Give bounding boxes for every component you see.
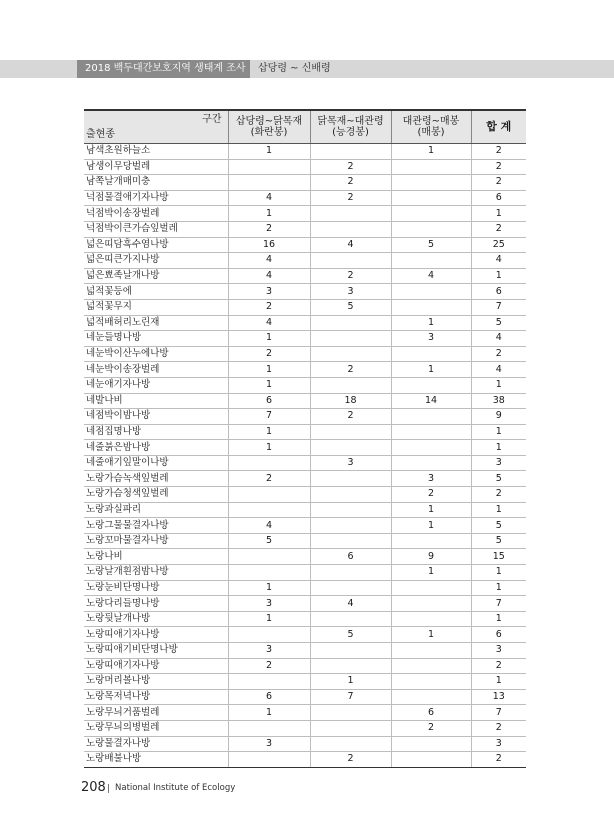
table-header-row [84,110,526,144]
total-cell: 9 [471,409,526,425]
species-name-cell: 넓은띠큰가지나방 [84,253,228,269]
count-cell-section1: 1 [228,611,310,627]
species-name-cell: 네눈박이산누에나방 [84,346,228,362]
species-name-cell: 네점집명나방 [84,424,228,440]
table-row [84,299,526,315]
total-cell: 2 [471,487,526,503]
count-cell-section3: 1 [391,565,471,581]
total-cell: 4 [471,331,526,347]
total-cell: 1 [471,580,526,596]
count-cell-section2: 2 [310,362,391,378]
table-row [84,674,526,690]
count-cell-section3: 1 [391,362,471,378]
total-cell: 1 [471,268,526,284]
count-cell-section3 [391,580,471,596]
total-cell: 1 [471,424,526,440]
count-cell-section3 [391,409,471,425]
count-cell-section2: 4 [310,596,391,612]
count-cell-section1: 7 [228,409,310,425]
total-cell: 2 [471,752,526,768]
species-name-cell: 네줄애기잎말이나방 [84,455,228,471]
count-cell-section2 [310,315,391,331]
species-name-cell: 네점박이밤나방 [84,409,228,425]
table-row [84,362,526,378]
column-header-1 [228,110,310,144]
count-cell-section3: 1 [391,502,471,518]
count-cell-section2: 1 [310,674,391,690]
count-cell-section2: 2 [310,409,391,425]
count-cell-section3 [391,175,471,191]
count-cell-section3: 3 [391,331,471,347]
count-cell-section2 [310,643,391,659]
species-name-cell: 남생이무당벌레 [84,159,228,175]
count-cell-section1: 2 [228,471,310,487]
table-row [84,284,526,300]
count-cell-section1: 16 [228,237,310,253]
species-name-cell: 넓적꽃등에 [84,284,228,300]
total-cell: 7 [471,299,526,315]
table-row [84,455,526,471]
count-cell-section1 [228,175,310,191]
footer-divider [108,784,109,793]
count-cell-section3: 4 [391,268,471,284]
count-cell-section3: 1 [391,315,471,331]
count-cell-section1: 4 [228,268,310,284]
count-cell-section3: 1 [391,144,471,160]
count-cell-section2 [310,518,391,534]
table-row [84,549,526,565]
table-row [84,253,526,269]
count-cell-section2 [310,658,391,674]
count-cell-section2 [310,533,391,549]
count-cell-section1 [228,565,310,581]
count-cell-section2 [310,565,391,581]
total-cell: 2 [471,658,526,674]
species-name-cell: 노랑나비 [84,549,228,565]
total-cell: 13 [471,689,526,705]
count-cell-section1: 3 [228,596,310,612]
table-row [84,377,526,393]
column-header-2-name: 닭목재~대관령 [317,116,384,127]
species-name-cell: 노랑배불나방 [84,752,228,768]
species-name-cell: 노랑띠애기비단명나방 [84,643,228,659]
report-title: 2018 백두대간보호지역 생태계 조사 [77,60,250,78]
count-cell-section3: 3 [391,471,471,487]
total-cell: 1 [471,611,526,627]
total-cell: 6 [471,284,526,300]
count-cell-section3 [391,533,471,549]
total-cell: 3 [471,455,526,471]
total-cell: 7 [471,705,526,721]
column-header-3 [391,110,471,144]
count-cell-section3 [391,253,471,269]
table-row [84,440,526,456]
count-cell-section3: 5 [391,237,471,253]
count-cell-section1 [228,487,310,503]
table-row [84,627,526,643]
total-cell: 2 [471,159,526,175]
count-cell-section1: 1 [228,424,310,440]
table-row [84,190,526,206]
count-cell-section2 [310,424,391,440]
total-cell: 15 [471,549,526,565]
species-name-cell: 네눈애기자나방 [84,377,228,393]
count-cell-section1: 2 [228,346,310,362]
species-name-cell: 넓은뾰족날개나방 [84,268,228,284]
count-cell-section3 [391,596,471,612]
count-cell-section2: 5 [310,299,391,315]
total-cell: 6 [471,627,526,643]
count-cell-section3 [391,284,471,300]
count-cell-section3: 2 [391,720,471,736]
total-cell: 5 [471,518,526,534]
count-cell-section1: 3 [228,736,310,752]
species-table [84,109,526,768]
count-cell-section2 [310,580,391,596]
table-body [84,144,526,768]
total-cell: 1 [471,440,526,456]
species-name-cell: 노랑머리볼나방 [84,674,228,690]
count-cell-section1: 1 [228,362,310,378]
count-cell-section1: 6 [228,393,310,409]
count-cell-section1 [228,720,310,736]
count-cell-section3 [391,611,471,627]
count-cell-section2 [310,487,391,503]
count-cell-section3 [391,674,471,690]
count-cell-section3 [391,658,471,674]
total-cell: 7 [471,596,526,612]
table-row [84,720,526,736]
count-cell-section2: 4 [310,237,391,253]
count-cell-section1: 1 [228,206,310,222]
table-row [84,237,526,253]
table-row [84,736,526,752]
table-row [84,471,526,487]
count-cell-section2: 3 [310,284,391,300]
table-row [84,409,526,425]
total-cell: 1 [471,565,526,581]
species-name-cell: 남색초원하늘소 [84,144,228,160]
count-cell-section2: 18 [310,393,391,409]
total-cell: 2 [471,175,526,191]
total-cell: 5 [471,471,526,487]
column-header-3-sub: (매봉) [417,127,445,138]
table-row [84,346,526,362]
table-row [84,658,526,674]
column-header-1-name: 삽당령~닭목재 [235,116,303,127]
total-cell: 3 [471,643,526,659]
count-cell-section3 [391,424,471,440]
count-cell-section2: 2 [310,190,391,206]
total-cell: 3 [471,736,526,752]
total-cell: 1 [471,206,526,222]
section-title: 삽당령 ~ 신배령 [258,63,331,74]
species-name-cell: 노랑물결자나방 [84,736,228,752]
count-cell-section1: 1 [228,440,310,456]
count-cell-section2 [310,502,391,518]
species-name-cell: 넓적꽃무지 [84,299,228,315]
species-name-cell: 넉점박이송장벌레 [84,206,228,222]
species-name-cell: 노랑다리들명나방 [84,596,228,612]
species-name-cell: 네발나비 [84,393,228,409]
species-name-cell: 노랑뒷날개나방 [84,611,228,627]
table-row [84,144,526,160]
count-cell-section1: 4 [228,190,310,206]
count-cell-section2: 3 [310,455,391,471]
count-cell-section3 [391,299,471,315]
count-cell-section1 [228,455,310,471]
count-cell-section1 [228,502,310,518]
table-row [84,221,526,237]
count-cell-section3 [391,377,471,393]
table-row [84,206,526,222]
count-cell-section3 [391,206,471,222]
count-cell-section1: 1 [228,377,310,393]
count-cell-section1: 5 [228,533,310,549]
column-header-3-name: 대관령~매봉 [402,116,460,127]
table-row [84,580,526,596]
species-name-cell: 노랑꼬마물결자나방 [84,533,228,549]
total-cell: 2 [471,346,526,362]
count-cell-section1: 4 [228,518,310,534]
total-cell: 5 [471,315,526,331]
count-cell-section3: 1 [391,627,471,643]
count-cell-section3 [391,643,471,659]
species-name-cell: 넉점박이큰가슴잎벌레 [84,221,228,237]
count-cell-section3: 14 [391,393,471,409]
count-cell-section3 [391,346,471,362]
count-cell-section1: 1 [228,331,310,347]
count-cell-section1 [228,627,310,643]
table-row [84,331,526,347]
species-name-cell: 네줄붉은밤나방 [84,440,228,456]
table-row [84,518,526,534]
count-cell-section3 [391,689,471,705]
count-cell-section3 [391,440,471,456]
table-row [84,596,526,612]
count-cell-section3: 6 [391,705,471,721]
column-header-total [471,110,526,144]
species-name-cell: 노랑무늬거품벌레 [84,705,228,721]
count-cell-section3 [391,159,471,175]
table-row [84,611,526,627]
species-name-cell: 남쪽날개매미충 [84,175,228,191]
species-name-cell: 넓적배허리노린재 [84,315,228,331]
total-cell: 2 [471,221,526,237]
count-cell-section2: 2 [310,175,391,191]
count-cell-section2: 7 [310,689,391,705]
table-row [84,315,526,331]
species-name-cell: 노랑목저녁나방 [84,689,228,705]
column-header-2-sub: (능경봉) [332,127,369,138]
corner-species-label: 출현종 [86,129,115,140]
count-cell-section2 [310,736,391,752]
count-cell-section2: 6 [310,549,391,565]
species-name-cell: 노랑가슴녹색잎벌레 [84,471,228,487]
count-cell-section2 [310,440,391,456]
count-cell-section2 [310,144,391,160]
total-cell: 38 [471,393,526,409]
count-cell-section1 [228,752,310,768]
count-cell-section1: 1 [228,144,310,160]
total-cell: 5 [471,533,526,549]
table-row [84,705,526,721]
count-cell-section3 [391,190,471,206]
count-cell-section1: 1 [228,705,310,721]
corner-section-label: 구간 [202,114,222,125]
table-row [84,159,526,175]
count-cell-section2 [310,221,391,237]
count-cell-section2: 5 [310,627,391,643]
total-cell: 1 [471,674,526,690]
species-name-cell: 노랑눈비단명나방 [84,580,228,596]
table-row [84,487,526,503]
table-row [84,424,526,440]
count-cell-section3 [391,455,471,471]
count-cell-section1: 3 [228,643,310,659]
species-name-cell: 노랑띠애기자나방 [84,627,228,643]
total-cell: 2 [471,144,526,160]
total-cell: 1 [471,377,526,393]
table-row [84,689,526,705]
count-cell-section2 [310,206,391,222]
count-cell-section2 [310,471,391,487]
table-row [84,643,526,659]
count-cell-section3 [391,752,471,768]
table-row [84,565,526,581]
total-cell: 4 [471,362,526,378]
species-name-cell: 넉점물결애기자나방 [84,190,228,206]
page-number: 208 [81,780,106,795]
count-cell-section1 [228,159,310,175]
count-cell-section2: 2 [310,752,391,768]
count-cell-section1: 3 [228,284,310,300]
count-cell-section1: 4 [228,315,310,331]
count-cell-section1: 6 [228,689,310,705]
count-cell-section3: 1 [391,518,471,534]
count-cell-section3 [391,736,471,752]
count-cell-section1 [228,674,310,690]
species-name-cell: 네눈들명나방 [84,331,228,347]
total-cell: 6 [471,190,526,206]
species-name-cell: 노랑가슴청색잎벌레 [84,487,228,503]
species-name-cell: 넓은띠담흑수염나방 [84,237,228,253]
total-cell: 4 [471,253,526,269]
count-cell-section2 [310,720,391,736]
table-row [84,268,526,284]
table-row [84,752,526,768]
total-cell: 1 [471,502,526,518]
count-cell-section1: 2 [228,221,310,237]
species-name-cell: 노랑날개흰점밤나방 [84,565,228,581]
count-cell-section2 [310,705,391,721]
total-header-label: 합 계 [486,120,512,133]
count-cell-section2: 2 [310,159,391,175]
footer-organization: National Institute of Ecology [115,783,236,793]
count-cell-section2 [310,611,391,627]
count-cell-section1: 2 [228,658,310,674]
table-row [84,393,526,409]
count-cell-section1: 1 [228,580,310,596]
table-row [84,533,526,549]
total-cell: 2 [471,720,526,736]
count-cell-section2: 2 [310,268,391,284]
species-name-cell: 노랑띠애기자나방 [84,658,228,674]
total-cell: 25 [471,237,526,253]
species-name-cell: 노랑무늬의병벌레 [84,720,228,736]
count-cell-section2 [310,331,391,347]
count-cell-section1 [228,549,310,565]
count-cell-section1: 2 [228,299,310,315]
count-cell-section2 [310,253,391,269]
count-cell-section3 [391,221,471,237]
species-name-cell: 노랑그물물결자나방 [84,518,228,534]
table-row [84,175,526,191]
count-cell-section3: 9 [391,549,471,565]
count-cell-section3: 2 [391,487,471,503]
count-cell-section2 [310,346,391,362]
count-cell-section2 [310,377,391,393]
column-header-2 [310,110,391,144]
species-name-cell: 노랑과실파리 [84,502,228,518]
species-name-cell: 네눈박이송장벌레 [84,362,228,378]
count-cell-section1: 4 [228,253,310,269]
corner-header [84,110,228,144]
table-row [84,502,526,518]
column-header-1-sub: (화란봉) [250,127,288,138]
